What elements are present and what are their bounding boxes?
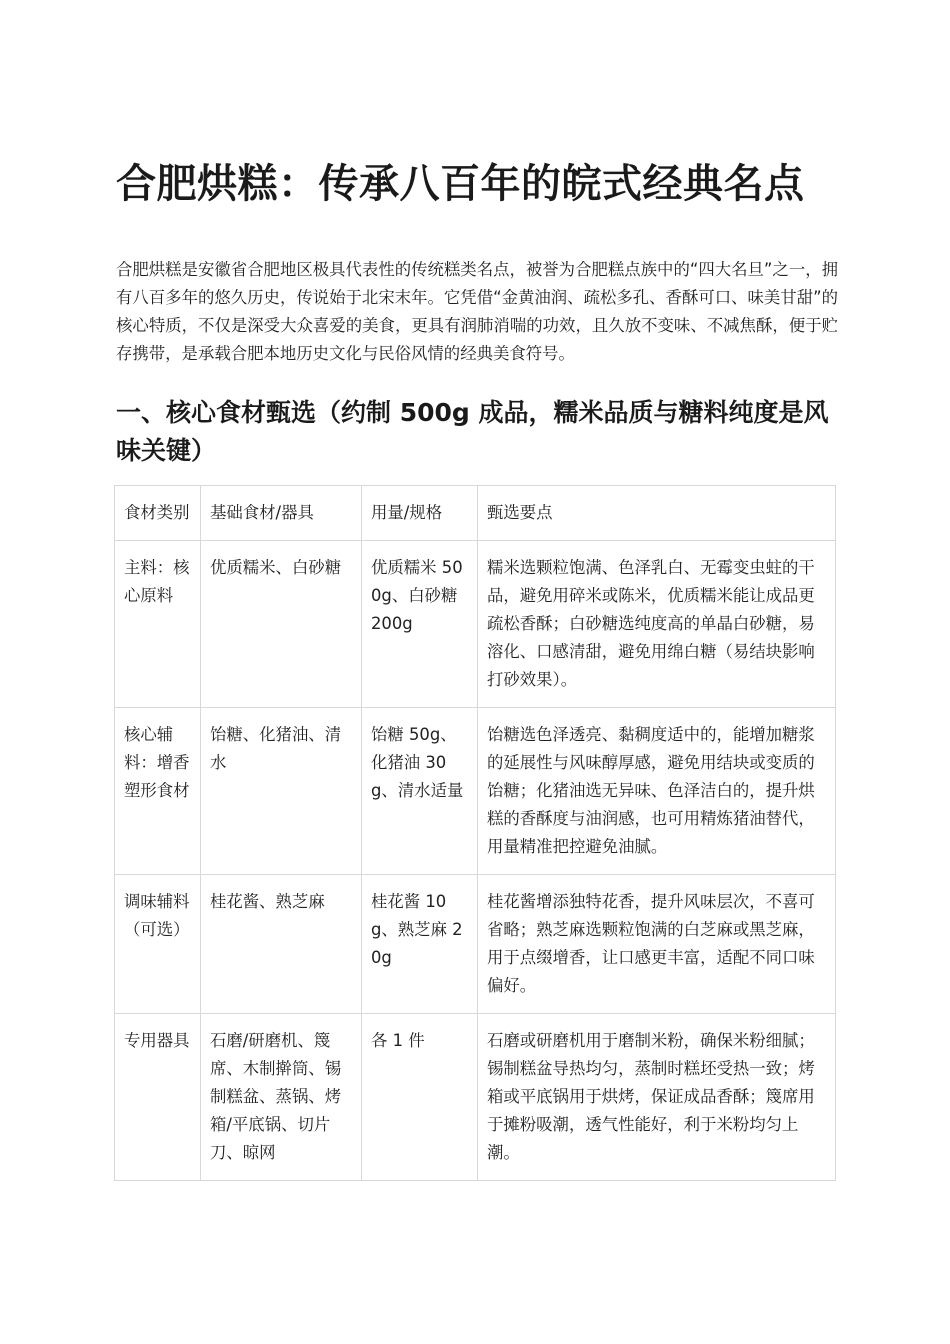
table-cell: 石磨/研磨机、篾席、木制擀筒、锡制糕盆、蒸锅、烤箱/平底锅、切片刀、晾网	[201, 1014, 362, 1181]
table-header-row	[115, 486, 836, 541]
section-heading: 一、核心食材甄选（约制 500g 成品，糯米品质与糖料纯度是风味关键）	[116, 398, 829, 465]
table-cell: 调味辅料（可选）	[115, 875, 201, 1014]
table-cell: 核心辅料：增香塑形食材	[115, 708, 201, 875]
page-title: 合肥烘糕：传承八百年的皖式经典名点	[116, 161, 805, 207]
table-cell: 饴糖、化猪油、清水	[201, 708, 362, 875]
table-cell: 桂花酱增添独特花香，提升风味层次，不喜可省略；熟芝麻选颗粒饱满的白芝麻或黑芝麻，用于点缀增香，让口感更丰富，适配不同口味偏好。	[478, 875, 836, 1014]
ingredients-table	[114, 485, 836, 1181]
table-cell: 饴糖 50g、化猪油 30g、清水适量	[362, 708, 478, 875]
header-cell-selection-tips: 甄选要点	[478, 486, 836, 541]
ingredients-table-wrapper	[114, 485, 835, 1181]
table-cell: 桂花酱 10g、熟芝麻 20g	[362, 875, 478, 1014]
intro-paragraph: 合肥烘糕是安徽省合肥地区极具代表性的传统糕类名点，被誉为合肥糕点族中的“四大名旦”之一，拥有八百多年的悠久历史，传说始于北宋末年。它凭借“金黄油润、疏松多孔、香酥可口、味美甘甜”的核心特质，不仅是深受大众喜爱的美食，更具有润肺消喘的功效，且久放不变味、不减焦酥，便于贮存携带，是承载合肥本地历史文化与民俗风情的经典美食符号。	[116, 260, 838, 363]
table-row	[115, 1014, 836, 1181]
table-row	[115, 541, 836, 708]
table-cell: 主料：核心原料	[115, 541, 201, 708]
table-cell: 优质糯米 500g、白砂糖 200g	[362, 541, 478, 708]
table-row	[115, 875, 836, 1014]
table-cell: 各 1 件	[362, 1014, 478, 1181]
table-row	[115, 708, 836, 875]
table-cell: 优质糯米、白砂糖	[201, 541, 362, 708]
table-cell: 糯米选颗粒饱满、色泽乳白、无霉变虫蛀的干品，避免用碎米或陈米，优质糯米能让成品更疏松香酥；白砂糖选纯度高的单晶白砂糖，易溶化、口感清甜，避免用绵白糖（易结块影响打砂效果）。	[478, 541, 836, 708]
table-cell: 桂花酱、熟芝麻	[201, 875, 362, 1014]
header-cell-category: 食材类别	[115, 486, 201, 541]
header-cell-ingredients: 基础食材/器具	[201, 486, 362, 541]
table-cell: 饴糖选色泽透亮、黏稠度适中的，能增加糖浆的延展性与风味醇厚感，避免用结块或变质的饴糖；化猪油选无异味、色泽洁白的，提升烘糕的香酥度与油润感，也可用精炼猪油替代，用量精准把控避免油腻。	[478, 708, 836, 875]
table-cell: 专用器具	[115, 1014, 201, 1181]
table-cell: 石磨或研磨机用于磨制米粉，确保米粉细腻；锡制糕盆导热均匀，蒸制时糕坯受热一致；烤箱或平底锅用于烘烤，保证成品香酥；篾席用于摊粉吸潮，透气性能好，利于米粉均匀上潮。	[478, 1014, 836, 1181]
header-cell-amount: 用量/规格	[362, 486, 478, 541]
